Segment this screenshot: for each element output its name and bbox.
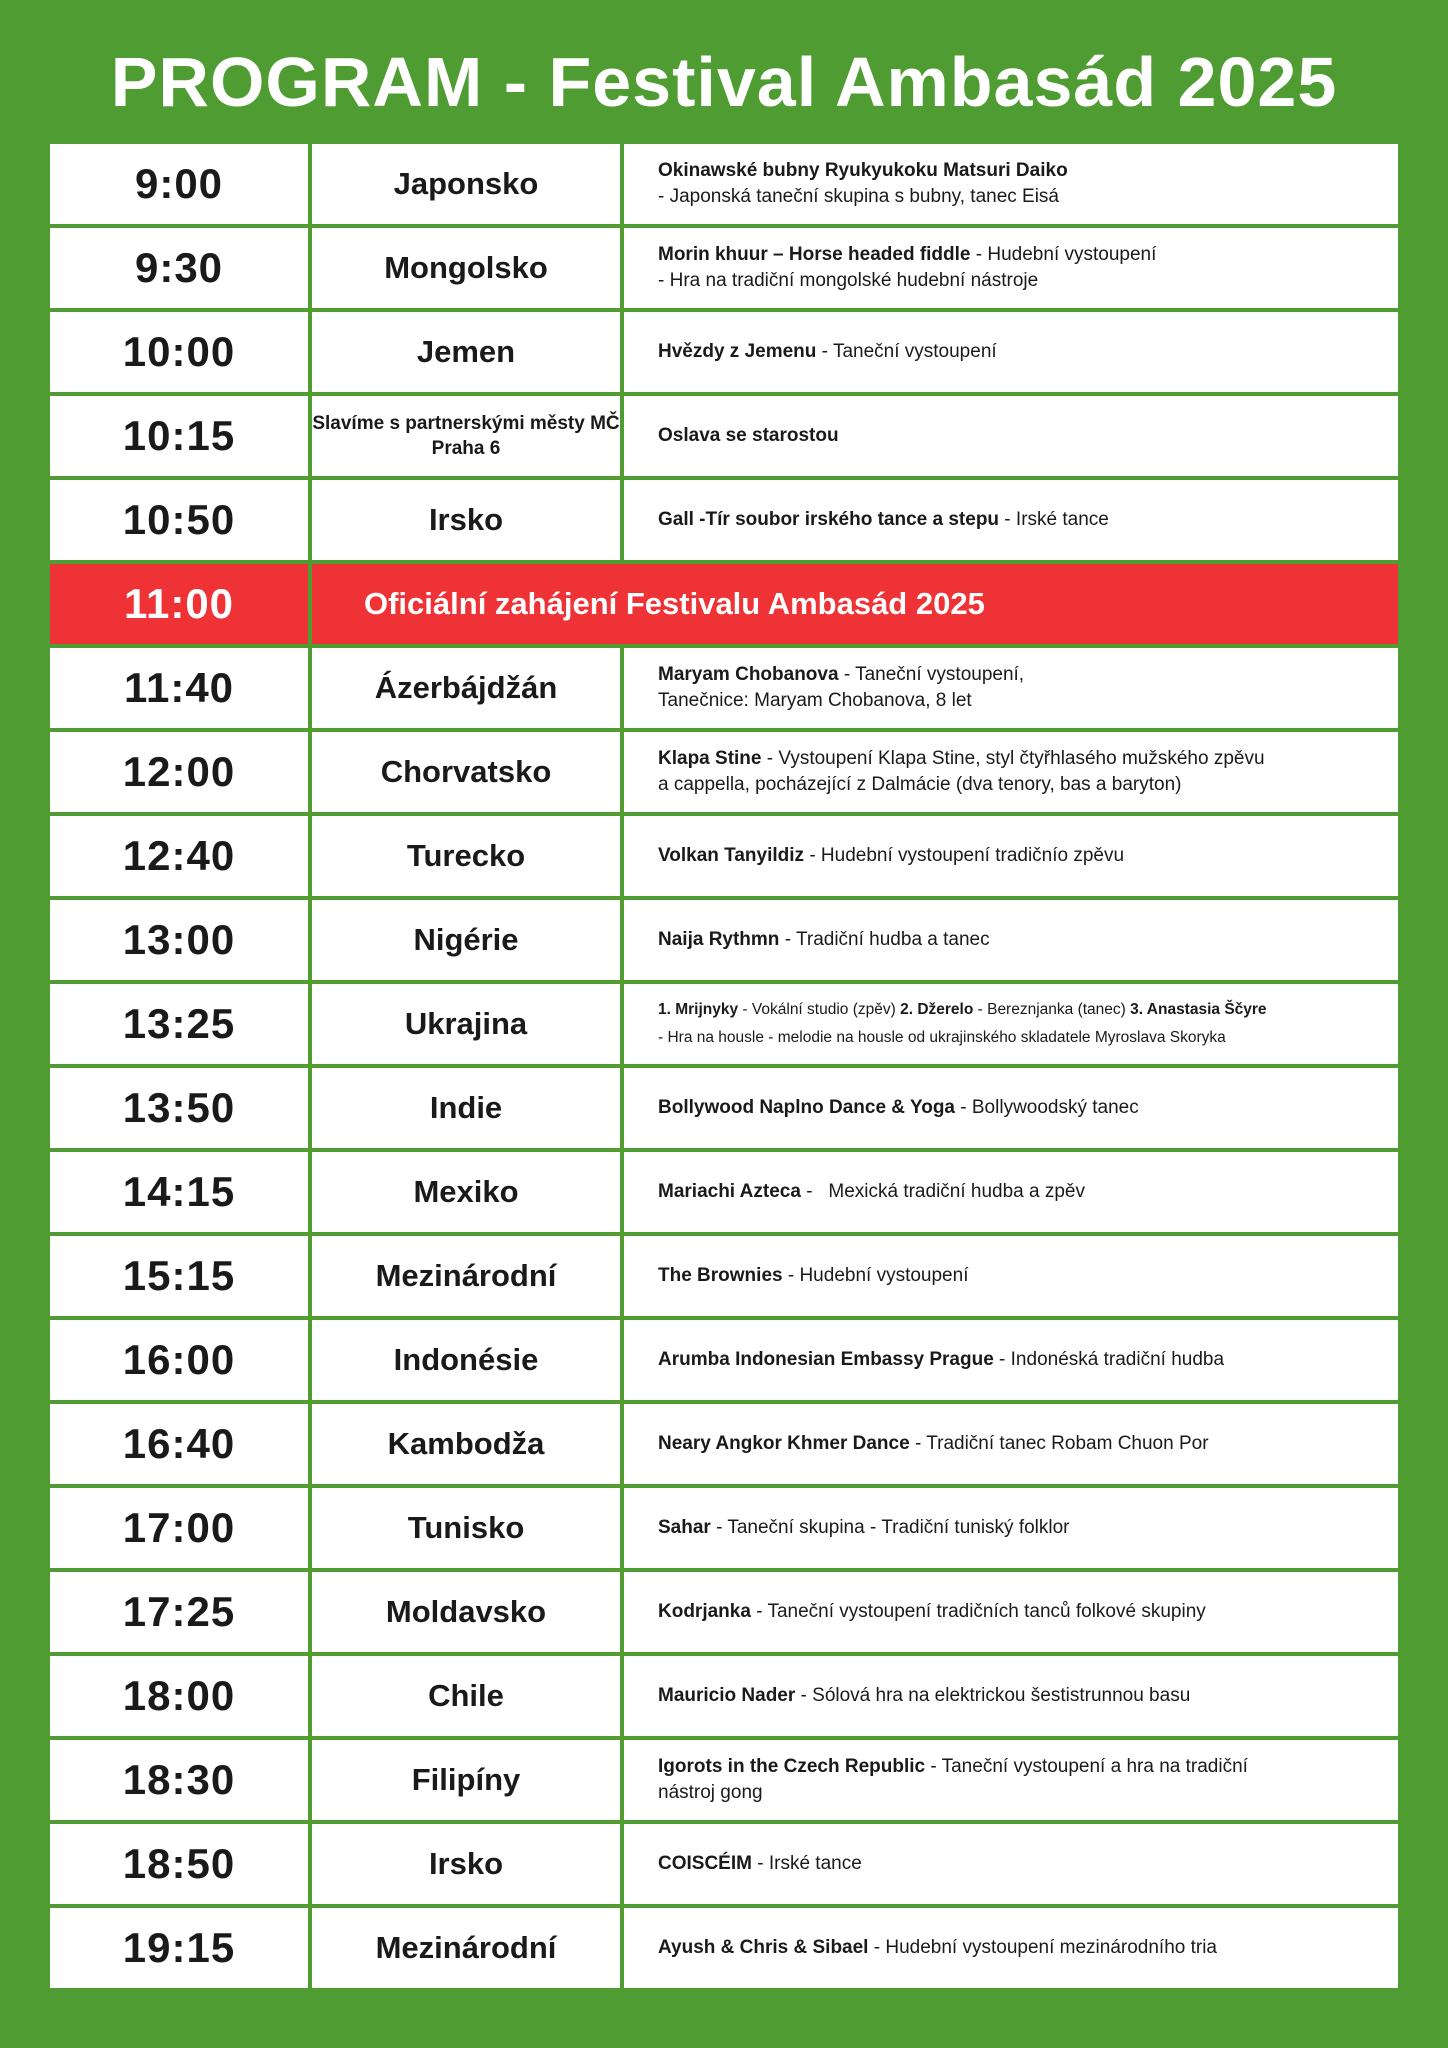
performance-detail: - Vokální studio (zpěv) xyxy=(738,1001,901,1018)
row-description xyxy=(624,1236,1398,1316)
performer-name: Sahar xyxy=(658,1517,711,1538)
row-country: Chile xyxy=(312,1656,620,1736)
row-time: 11:40 xyxy=(50,648,308,728)
performance-detail: - Vystoupení Klapa Stine, styl čtyřhlasého mužského zpěvu xyxy=(761,748,1265,769)
row-country: Slavíme s partnerskými městy MČ Praha 6 xyxy=(312,396,620,476)
row-country: Turecko xyxy=(312,816,620,896)
performance-detail: - Indonéská tradiční hudba xyxy=(993,1349,1225,1370)
performer-name: Kodrjanka xyxy=(658,1601,751,1622)
row-time: 11:00 xyxy=(50,564,308,644)
row-description xyxy=(624,1824,1398,1904)
schedule-row xyxy=(50,1488,1398,1568)
performance-detail: Tanečnice: Maryam Chobanova, 8 let xyxy=(658,690,972,711)
row-time: 12:40 xyxy=(50,816,308,896)
performer-name: Mauricio Nader xyxy=(658,1685,796,1706)
row-country: Tunisko xyxy=(312,1488,620,1568)
performer-name: 3. Anastasia Ščyre xyxy=(1130,1001,1267,1018)
row-country: Indie xyxy=(312,1068,620,1148)
row-country: Irsko xyxy=(312,480,620,560)
performance-detail: - Japonská taneční skupina s bubny, tanec Eisá xyxy=(658,186,1060,207)
row-country: Irsko xyxy=(312,1824,620,1904)
performance-detail: - Taneční vystoupení xyxy=(816,341,997,362)
performer-name: Okinawské bubny Ryukyukoku Matsuri Daiko xyxy=(658,160,1068,181)
row-description xyxy=(624,1572,1398,1652)
row-country: Mezinárodní xyxy=(312,1908,620,1988)
row-time: 16:40 xyxy=(50,1404,308,1484)
row-country: Nigérie xyxy=(312,900,620,980)
performer-name: Morin khuur – Horse headed fiddle xyxy=(658,244,971,265)
schedule-row xyxy=(50,1824,1398,1904)
performance-detail: - Taneční vystoupení a hra na tradiční xyxy=(925,1756,1248,1777)
schedule-row xyxy=(50,144,1398,224)
performance-detail: nástroj gong xyxy=(658,1782,763,1803)
performer-name: Bollywood Naplno Dance & Yoga xyxy=(658,1097,955,1118)
performer-name: Gall -Tír soubor irského tance a stepu xyxy=(658,509,1000,530)
row-description xyxy=(624,648,1398,728)
schedule-row xyxy=(50,1572,1398,1652)
performer-name: Klapa Stine xyxy=(658,748,762,769)
row-time: 18:00 xyxy=(50,1656,308,1736)
schedule-row xyxy=(50,1404,1398,1484)
row-time: 14:15 xyxy=(50,1152,308,1232)
row-description xyxy=(624,1404,1398,1484)
performer-name: Volkan Tanyildiz xyxy=(658,845,805,866)
row-time: 9:00 xyxy=(50,144,308,224)
row-country: Ukrajina xyxy=(312,984,620,1064)
performer-name: Neary Angkor Khmer Dance xyxy=(658,1433,910,1454)
schedule-table xyxy=(50,144,1398,1988)
page-title: PROGRAM - Festival Ambasád 2025 xyxy=(110,43,1338,121)
row-country: Japonsko xyxy=(312,144,620,224)
schedule-row xyxy=(50,480,1398,560)
performer-name: 2. Džerelo xyxy=(900,1001,974,1018)
performer-name: Ayush & Chris & Sibael xyxy=(658,1937,869,1958)
performance-detail: - Hra na tradiční mongolské hudební nástroje xyxy=(658,270,1039,291)
opening-ceremony-row xyxy=(50,564,1398,644)
performance-detail: - Irské tance xyxy=(751,1853,862,1874)
performer-name: 1. Mrijnyky xyxy=(658,1001,739,1018)
row-description xyxy=(624,1488,1398,1568)
performer-name: Mariachi Azteca xyxy=(658,1181,801,1202)
performance-detail: - Mexická tradiční hudba a zpěv xyxy=(800,1181,1086,1202)
row-time: 17:00 xyxy=(50,1488,308,1568)
row-time: 16:00 xyxy=(50,1320,308,1400)
schedule-row xyxy=(50,1656,1398,1736)
schedule-row xyxy=(50,1152,1398,1232)
performer-name: Igorots in the Czech Republic xyxy=(658,1756,926,1777)
row-country: Jemen xyxy=(312,312,620,392)
performance-detail: - Irské tance xyxy=(999,509,1109,530)
opening-ceremony-banner: Oficiální zahájení Festivalu Ambasád 2025 xyxy=(312,564,1398,644)
performance-detail: - Hudební vystoupení tradičnío zpěvu xyxy=(804,845,1125,866)
row-country: Kambodža xyxy=(312,1404,620,1484)
schedule-row xyxy=(50,732,1398,812)
row-description xyxy=(624,1908,1398,1988)
row-description xyxy=(624,228,1398,308)
row-time: 18:30 xyxy=(50,1740,308,1820)
performance-detail: - Bollywoodský tanec xyxy=(955,1097,1139,1118)
row-description xyxy=(624,900,1398,980)
row-time: 10:50 xyxy=(50,480,308,560)
row-description xyxy=(624,732,1398,812)
schedule-row xyxy=(50,1236,1398,1316)
schedule-row xyxy=(50,1908,1398,1988)
performance-detail: - Hudební vystoupení xyxy=(782,1265,969,1286)
row-description xyxy=(624,1068,1398,1148)
schedule-row xyxy=(50,312,1398,392)
row-country: Ázerbájdžán xyxy=(312,648,620,728)
performance-detail: - Sólová hra na elektrickou šestistrunnou basu xyxy=(795,1685,1191,1706)
row-country: Mexiko xyxy=(312,1152,620,1232)
row-description xyxy=(624,144,1398,224)
performance-detail: - Tradiční tanec Robam Chuon Por xyxy=(909,1433,1209,1454)
performance-detail: - Tradiční hudba a tanec xyxy=(779,929,990,950)
row-country: Indonésie xyxy=(312,1320,620,1400)
performance-detail: - Taneční vystoupení tradičních tanců folkové skupiny xyxy=(750,1601,1206,1622)
performance-detail: - Hra na housle - melodie na housle od ukrajinského skladatele Myroslava Skoryka xyxy=(658,1029,1226,1046)
schedule-row xyxy=(50,396,1398,476)
performer-name: COISCÉIM xyxy=(658,1853,752,1874)
performer-name: Hvězdy z Jemenu xyxy=(658,341,817,362)
row-time: 19:15 xyxy=(50,1908,308,1988)
row-country: Mezinárodní xyxy=(312,1236,620,1316)
performance-detail: - Bereznjanka (tanec) xyxy=(973,1001,1131,1018)
schedule-row xyxy=(50,1068,1398,1148)
schedule-row xyxy=(50,1740,1398,1820)
schedule-row xyxy=(50,984,1398,1064)
row-description xyxy=(624,1740,1398,1820)
row-country: Mongolsko xyxy=(312,228,620,308)
row-time: 10:00 xyxy=(50,312,308,392)
performance-detail: a cappella, pocházející z Dalmácie (dva tenory, bas a baryton) xyxy=(658,774,1182,795)
row-country: Moldavsko xyxy=(312,1572,620,1652)
row-description xyxy=(624,816,1398,896)
row-time: 17:25 xyxy=(50,1572,308,1652)
row-time: 9:30 xyxy=(50,228,308,308)
performer-name: Maryam Chobanova xyxy=(658,664,839,685)
schedule-row xyxy=(50,228,1398,308)
row-time: 10:15 xyxy=(50,396,308,476)
row-time: 13:25 xyxy=(50,984,308,1064)
schedule-row xyxy=(50,648,1398,728)
performance-detail: - Hudební vystoupení mezinárodního tria xyxy=(868,1937,1217,1958)
performance-detail: - Hudební vystoupení xyxy=(970,244,1157,265)
schedule-row xyxy=(50,900,1398,980)
performer-name: Arumba Indonesian Embassy Prague xyxy=(658,1349,994,1370)
row-description xyxy=(624,1656,1398,1736)
row-time: 18:50 xyxy=(50,1824,308,1904)
row-description xyxy=(624,984,1398,1064)
performance-detail: - Taneční skupina - Tradiční tuniský folklor xyxy=(710,1517,1070,1538)
row-time: 12:00 xyxy=(50,732,308,812)
performer-name: The Brownies xyxy=(658,1265,783,1286)
row-country: Filipíny xyxy=(312,1740,620,1820)
row-country: Chorvatsko xyxy=(312,732,620,812)
row-time: 13:50 xyxy=(50,1068,308,1148)
schedule-row xyxy=(50,1320,1398,1400)
row-description xyxy=(624,1320,1398,1400)
row-time: 15:15 xyxy=(50,1236,308,1316)
row-description xyxy=(624,396,1398,476)
performance-detail: - Taneční vystoupení, xyxy=(838,664,1025,685)
performer-name: Oslava se starostou xyxy=(658,425,839,446)
schedule-row xyxy=(50,816,1398,896)
row-description xyxy=(624,1152,1398,1232)
performer-name: Naija Rythmn xyxy=(658,929,780,950)
row-time: 13:00 xyxy=(50,900,308,980)
row-description xyxy=(624,480,1398,560)
row-description xyxy=(624,312,1398,392)
